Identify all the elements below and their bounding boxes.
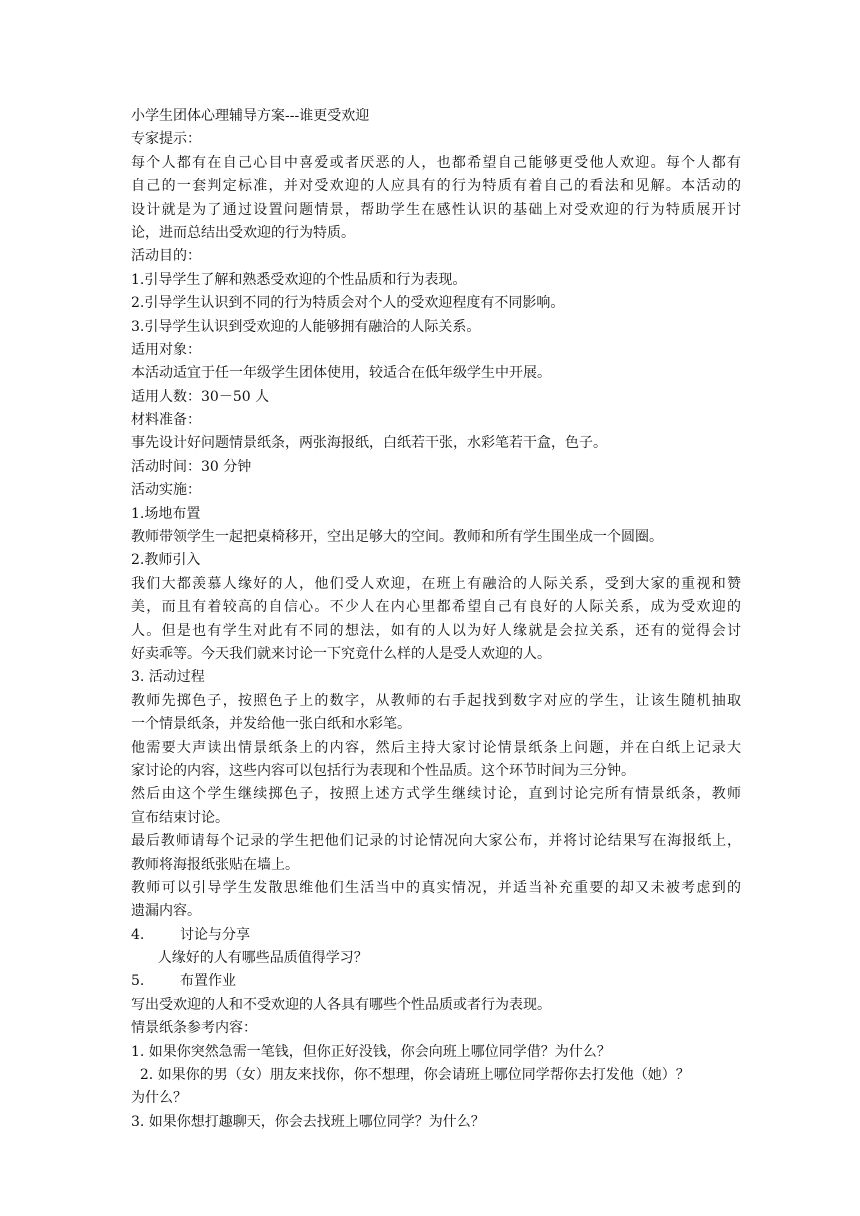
- paragraph-line: 人缘好的人有哪些品质值得学习？: [131, 950, 368, 967]
- paragraph-line: 好卖乖等。今天我们就来讨论一下究竟什么样的人是受人欢迎的人。: [131, 645, 551, 662]
- paragraph-line: 设计就是为了通过设置问题情景，帮助学生在感性认识的基础上对受欢迎的行为特质展开讨: [131, 201, 741, 218]
- participants-line: 适用人数：30－50 人: [131, 388, 270, 405]
- list-item: 3. 如果你想打趣聊天，你会去找班上哪位同学？为什么？: [131, 1113, 485, 1130]
- section-heading-scenarios: 情景纸条参考内容：: [131, 1020, 257, 1037]
- paragraph-line: 宣布结束讨论。: [131, 809, 229, 826]
- section-heading-expert-tips: 专家提示：: [131, 131, 201, 148]
- document-title: 小学生团体心理辅导方案---谁更受欢迎: [131, 108, 370, 124]
- list-item: 2. 如果你的男（女）朋友来找你，你不想理，你会请班上哪位同学帮你去打发他（她）？: [131, 1067, 690, 1084]
- paragraph-line: 写出受欢迎的人和不受欢迎的人各具有哪些个性品质或者行为表现。: [131, 996, 551, 1013]
- paragraph-line: 事先设计好问题情景纸条，两张海报纸，白纸若干张，水彩笔若干盒，色子。: [131, 435, 607, 452]
- section-heading-purpose: 活动目的：: [131, 248, 201, 265]
- paragraph-line: 他需要大声读出情景纸条上的内容，然后主持大家讨论情景纸条上问题，并在白纸上记录大: [131, 739, 741, 756]
- duration-line: 活动时间：30 分钟: [131, 458, 252, 475]
- paragraph-line: 遗漏内容。: [131, 903, 201, 920]
- paragraph-line: 家讨论的内容，这些内容可以包括行为表现和个性品质。这个环节时间为三分钟。: [131, 762, 635, 779]
- list-item: 2.引导学生认识到不同的行为特质会对个人的受欢迎程度有不同影响。: [131, 295, 565, 312]
- subheading: 1.场地布置: [131, 505, 201, 522]
- paragraph-line: 一个情景纸条，并发给他一张白纸和水彩笔。: [131, 716, 411, 733]
- paragraph-line: 论，进而总结出受欢迎的行为特质。: [131, 224, 355, 241]
- list-item: 3.引导学生认识到受欢迎的人能够拥有融洽的人际关系。: [131, 318, 481, 335]
- paragraph-line: 教师可以引导学生发散思维他们生活当中的真实情况，并适当补充重要的却又未被考虑到的: [131, 879, 741, 896]
- paragraph-line: 最后教师请每个记录的学生把他们记录的讨论情况向大家公布，并将讨论结果写在海报纸上，: [131, 833, 741, 850]
- subheading: 3. 活动过程: [131, 669, 205, 686]
- paragraph-line: 教师将海报纸张贴在墙上。: [131, 856, 299, 873]
- paragraph-line: 人。但是也有学生对此有不同的想法，如有的人以为好人缘就是会拉关系，还有的觉得会讨: [131, 622, 741, 639]
- section-heading-materials: 材料准备：: [131, 412, 201, 429]
- paragraph-line: 教师先掷色子，按照色子上的数字，从教师的右手起找到数字对应的学生，让该生随机抽取: [131, 692, 741, 709]
- list-item: 1. 如果你突然急需一笔钱，但你正好没钱，你会向班上哪位同学借？为什么？: [131, 1043, 611, 1060]
- paragraph-line: 每个人都有在自己心目中喜爱或者厌恶的人，也都希望自己能够更受他人欢迎。每个人都有: [131, 154, 741, 171]
- section-heading-implementation: 活动实施：: [131, 482, 201, 499]
- list-item: 1.引导学生了解和熟悉受欢迎的个性品质和行为表现。: [131, 271, 467, 288]
- paragraph-line: 本活动适宜于任一年级学生团体使用，较适合在低年级学生中开展。: [131, 365, 551, 382]
- subheading: 4. 讨论与分享: [131, 926, 250, 943]
- subheading: 5. 布置作业: [131, 973, 236, 990]
- paragraph-line: 美，而且有着较高的自信心。不少人在内心里都希望自己有良好的人际关系，成为受欢迎的: [131, 599, 741, 616]
- paragraph-line: 然后由这个学生继续掷色子，按照上述方式学生继续讨论，直到讨论完所有情景纸条，教师: [131, 786, 741, 803]
- subheading: 2.教师引入: [131, 552, 201, 569]
- paragraph-line: 我们大都羡慕人缘好的人，他们受人欢迎，在班上有融洽的人际关系，受到大家的重视和赞: [131, 575, 741, 592]
- paragraph-line: 自己的一套判定标准，并对受欢迎的人应具有的行为特质有着自己的看法和见解。本活动的: [131, 178, 741, 195]
- list-item: 为什么？: [131, 1090, 187, 1107]
- section-heading-target: 适用对象：: [131, 341, 201, 358]
- document-body: [131, 105, 741, 1134]
- paragraph-line: 教师带领学生一起把桌椅移开，空出足够大的空间。教师和所有学生围坐成一个圆圈。: [131, 529, 663, 546]
